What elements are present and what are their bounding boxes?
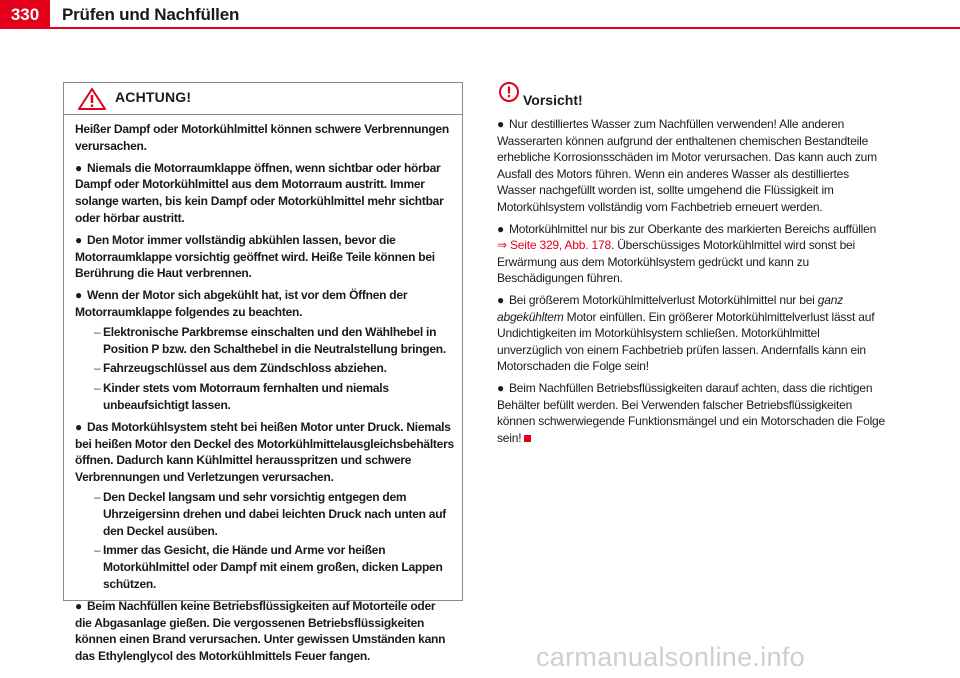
caution-section — [497, 82, 887, 451]
caution-title: Vorsicht! — [523, 92, 583, 108]
bullet-icon: ● — [497, 292, 505, 307]
header-divider — [0, 27, 960, 29]
warning-title: ACHTUNG! — [115, 89, 192, 105]
warning-sub-item: – Immer das Gesicht, die Hände und Arme vor heißen Motorkühlmittel oder Dampf mit einem großen, dicken Lappen schützen. — [94, 543, 443, 591]
page-number: 330 — [0, 0, 50, 28]
caution-header — [497, 82, 887, 112]
caution-circle-icon — [499, 82, 519, 102]
page-reference-link[interactable]: ⇒ Seite 329, Abb. 178 — [497, 238, 611, 253]
dash-icon: – — [94, 324, 101, 339]
warning-bullet: ● Beim Nachfüllen keine Betriebsflüssigkeiten auf Motorteile oder die Abgasanlage gießen. Die vergossenen Betriebsflüssigkeiten können einen Brand verursachen. Unter gewissen Umständen kann das Ethylenglycol des Motorkühlmittels Feuer fangen. — [75, 598, 446, 664]
page-title: Prüfen und Nachfüllen — [62, 5, 240, 24]
caution-bullet: ● Nur destilliertes Wasser zum Nachfüllen verwenden! Alle anderen Wasserarten können aufgrund der enthaltenen chemischen Bestandteile erhebliche Korrosionsschäden im Motor verursachen. Das kann auch zum Ausfall des Motors führen. Wenn ein anderes Wasser als destilliertes Wasser nachgefüllt worden ist, sollte umgehend die Flüssigkeit im Motorkühlsystem vollständig vom Fachbetrieb erneuert werden. — [497, 117, 877, 214]
dash-icon: – — [94, 381, 101, 396]
bullet-icon: ● — [497, 117, 505, 131]
bullet-icon: ● — [75, 598, 82, 613]
warning-header — [64, 83, 462, 115]
warning-bullet: ● Das Motorkühlsystem steht bei heißen Motor unter Druck. Niemals bei heißen Motor den Deckel des Motorkühlmittelausgleichsbehälters öffnen. Dadurch kann Kühlmittel herausspritzen und schwere Verbrennungen und Verletzungen verursachen. — [75, 419, 454, 485]
caution-bullet: ● Motorkühlmittel nur bis zur Oberkante des markierten Bereichs auffüllen ⇒ Seite 329, Abb. 178. Überschüssiges Motorkühlmittel wird sonst bei Erwärmung aus dem Motorkühlsystem gedrückt und kann zu Beschädigungen führen. — [497, 221, 877, 286]
warning-body — [64, 115, 462, 665]
warning-intro: Heißer Dampf oder Motorkühlmittel können schwere Verbrennungen verursachen. — [75, 122, 449, 153]
warning-sub-item: – Kinder stets vom Motorraum fernhalten und niemals unbeaufsichtigt lassen. — [94, 381, 389, 412]
page-header — [0, 0, 960, 28]
dash-icon: – — [94, 361, 101, 376]
bullet-icon: ● — [75, 232, 82, 247]
dash-icon: – — [94, 543, 101, 558]
warning-bullet: ● Den Motor immer vollständig abkühlen lassen, bevor die Motorraumklappe vorsichtig geöffnet wird. Heiße Teile können bei Berührung die Haut verbrennen. — [75, 232, 435, 281]
warning-sub-item: – Elektronische Parkbremse einschalten und den Wählhebel in Position P bzw. den Schalthebel in die Neutralstellung bringen. — [94, 324, 446, 356]
watermark: carmanualsonline.info — [536, 642, 805, 672]
warning-sub-item: – Fahrzeugschlüssel aus dem Zündschloss abziehen. — [94, 361, 387, 376]
end-of-section-icon — [524, 435, 531, 442]
caution-bullet: ● Bei größerem Motorkühlmittelverlust Motorkühlmittel nur bei ganz abgekühltem Motor einfüllen. Ein größerer Motorkühlmittelverlust lässt auf Undichtigkeiten im Motorkühlsystem schließen. Motorkühlmittel unverzüglich von einem Fachbetrieb prüfen lassen. Andernfalls kann ein Motorschaden die Folge sein! — [497, 292, 875, 374]
caution-body — [497, 112, 887, 446]
dash-icon: – — [94, 489, 101, 504]
warning-triangle-icon — [78, 88, 106, 110]
warning-box — [63, 82, 463, 664]
bullet-icon: ● — [497, 380, 505, 395]
warning-sub-item: – Den Deckel langsam und sehr vorsichtig entgegen dem Uhrzeigersinn drehen und dabei leichten Druck nach unten auf den Deckel ausüben. — [94, 489, 447, 538]
bullet-icon: ● — [75, 160, 82, 175]
caution-bullet: ● Beim Nachfüllen Betriebsflüssigkeiten darauf achten, dass die richtigen Behälter befüllt werden. Bei Verwenden falscher Betriebsflüssigkeiten können schwerwiegende Funktionsmängel und ein Motorschaden die Folge sein! — [497, 380, 885, 445]
bullet-icon: ● — [75, 288, 82, 303]
warning-bullet: ● Niemals die Motorraumklappe öffnen, wenn sichtbar oder hörbar Dampf oder Motorkühlmittel aus dem Motorraum austritt. Immer solange warten, bis kein Dampf oder Motorkühlmittel mehr sichtbar oder hörbar austritt. — [75, 160, 444, 225]
warning-bullet: ● Wenn der Motor sich abgekühlt hat, ist vor dem Öffnen der Motorraumklappe folgendes zu beachten. — [75, 288, 408, 319]
bullet-icon: ● — [75, 419, 82, 434]
bullet-icon: ● — [497, 221, 505, 236]
